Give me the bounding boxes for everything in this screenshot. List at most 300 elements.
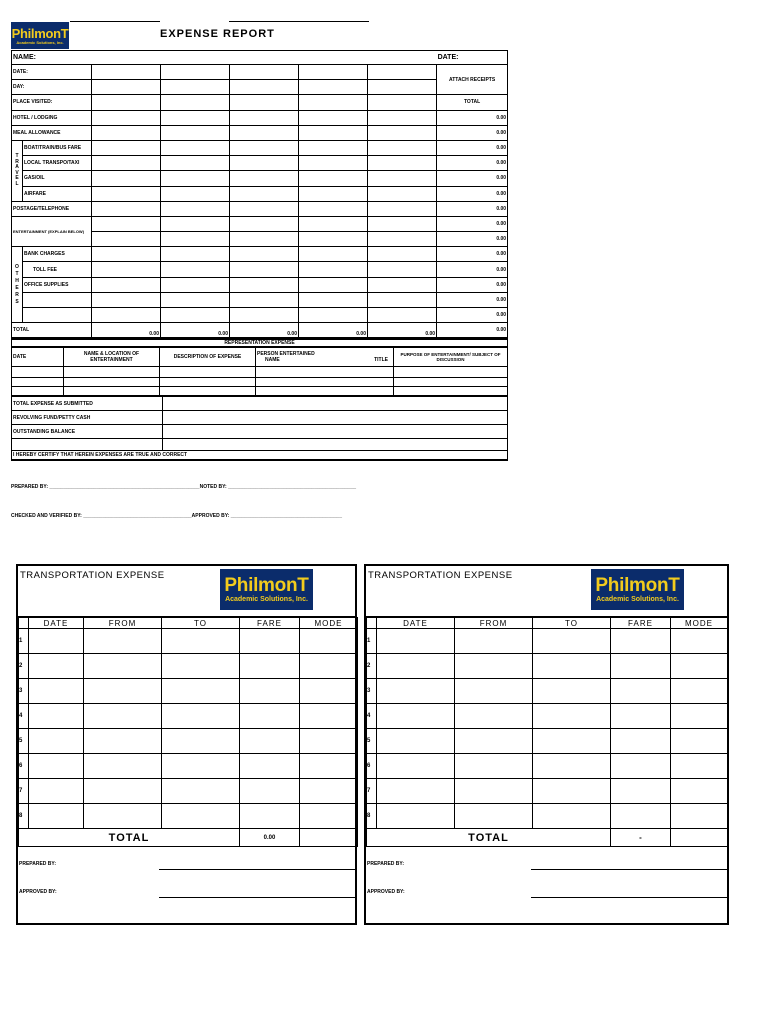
transport-cell[interactable] (377, 779, 455, 804)
cell[interactable] (161, 308, 230, 323)
company-logo (591, 569, 684, 610)
transport-cell[interactable] (533, 779, 611, 804)
travel-letter: R (15, 158, 19, 165)
transport-total-mode (671, 829, 728, 847)
row-meal-label: MEAL ALLOWANCE (12, 125, 92, 140)
transport-cell[interactable] (240, 804, 300, 829)
transport-cell[interactable] (671, 754, 728, 779)
transport-header-date: DATE (29, 618, 84, 629)
rep-cell[interactable] (394, 378, 508, 387)
transport-cell[interactable] (455, 654, 533, 679)
transport-cell[interactable] (377, 629, 455, 654)
rep-cell[interactable] (256, 387, 394, 396)
rep-cell[interactable] (256, 367, 394, 378)
transport-cell[interactable] (300, 729, 358, 754)
travel-letter: V (15, 169, 19, 176)
transport-cell[interactable] (377, 729, 455, 754)
transport-cell[interactable] (300, 629, 358, 654)
summary-cell[interactable] (12, 439, 163, 451)
transport-cell[interactable] (84, 754, 162, 779)
rep-header-name-location: NAME & LOCATION OF ENTERTAINMENT (64, 347, 160, 367)
row-number: 4 (19, 704, 29, 729)
cell[interactable] (161, 201, 230, 216)
cell[interactable] (161, 277, 230, 292)
transport-cell[interactable] (611, 629, 671, 654)
expense-grid (11, 50, 507, 461)
column-total: 0.00 (230, 323, 299, 338)
cell[interactable] (92, 247, 161, 262)
cell[interactable] (230, 277, 299, 292)
transport-cell[interactable] (300, 804, 358, 829)
transport-approved-label: APPROVED BY: (19, 889, 57, 895)
cell[interactable] (230, 171, 299, 186)
transport-cell[interactable] (84, 629, 162, 654)
cell[interactable] (368, 216, 437, 231)
transport-cell[interactable] (300, 654, 358, 679)
transport-cell[interactable] (29, 729, 84, 754)
transport-cell[interactable] (377, 654, 455, 679)
cell[interactable] (299, 292, 368, 307)
transport-header-to: TO (162, 618, 240, 629)
cell[interactable] (161, 247, 230, 262)
summary-cell[interactable] (163, 439, 508, 451)
transport-cell[interactable] (455, 729, 533, 754)
transport-cell[interactable] (29, 679, 84, 704)
approved-signature-line[interactable] (531, 897, 728, 898)
logo-wordmark: PhilmonT (11, 25, 69, 41)
company-logo (220, 569, 313, 610)
row-number: 8 (367, 804, 377, 829)
transport-header-index (19, 618, 29, 629)
transport-cell[interactable] (377, 754, 455, 779)
row-place-label: PLACE VISITED: (12, 95, 92, 110)
others-letter: R (15, 291, 19, 298)
rep-cell[interactable] (64, 367, 160, 378)
rep-cell[interactable] (12, 367, 64, 378)
cell[interactable] (299, 247, 368, 262)
transport-cell[interactable] (533, 729, 611, 754)
transport-cell[interactable] (671, 804, 728, 829)
others-letter: E (15, 284, 19, 291)
row-number: 1 (19, 629, 29, 654)
logo-wordmark: PhilmonT (595, 575, 680, 596)
transport-cell[interactable] (611, 679, 671, 704)
name-field[interactable] (12, 51, 437, 65)
transport-cell[interactable] (611, 779, 671, 804)
total-submitted-value[interactable] (163, 397, 508, 411)
rep-header-description: DESCRIPTION OF EXPENSE (160, 347, 256, 367)
transport-cell[interactable] (29, 804, 84, 829)
cell[interactable] (230, 308, 299, 323)
transport-header-fare: FARE (611, 618, 671, 629)
cell[interactable] (92, 65, 161, 80)
transport-cell[interactable] (84, 804, 162, 829)
transport-cell[interactable] (300, 704, 358, 729)
representation-table (11, 339, 508, 397)
cell[interactable] (161, 292, 230, 307)
title-rule-left (70, 21, 160, 22)
cell[interactable] (92, 232, 161, 247)
cell[interactable] (368, 171, 437, 186)
transport-cell[interactable] (162, 704, 240, 729)
others-letter: O (15, 263, 19, 270)
rep-header-person-label: PERSON ENTERTAINED (257, 351, 315, 358)
transport-cell[interactable] (84, 654, 162, 679)
cell[interactable] (230, 216, 299, 231)
transport-form-left (16, 564, 357, 925)
transport-cell[interactable] (29, 779, 84, 804)
transport-cell[interactable] (455, 754, 533, 779)
cell[interactable] (299, 65, 368, 80)
row-gas-label: GAS/OIL (23, 171, 92, 186)
row-total: 0.00 (437, 201, 508, 216)
row-total: 0.00 (437, 216, 508, 231)
cell[interactable] (161, 171, 230, 186)
grand-total: 0.00 (437, 323, 508, 338)
row-airfare-label: AIRFARE (23, 186, 92, 201)
cell[interactable] (230, 95, 299, 110)
others-letter: T (15, 270, 19, 277)
cell[interactable] (92, 292, 161, 307)
cell[interactable] (161, 65, 230, 80)
row-number: 6 (19, 754, 29, 779)
transport-cell[interactable] (377, 679, 455, 704)
rep-cell[interactable] (12, 378, 64, 387)
cell[interactable] (161, 186, 230, 201)
row-number: 4 (367, 704, 377, 729)
rep-cell[interactable] (12, 387, 64, 396)
date-field[interactable] (437, 51, 508, 65)
travel-vertical-label (12, 140, 23, 201)
row-total: 0.00 (437, 262, 508, 277)
transport-cell[interactable] (533, 679, 611, 704)
transport-cell[interactable] (611, 754, 671, 779)
cell[interactable] (368, 232, 437, 247)
cell[interactable] (161, 80, 230, 95)
cell[interactable] (368, 247, 437, 262)
transport-cell[interactable] (300, 679, 358, 704)
transport-cell[interactable] (162, 804, 240, 829)
cell[interactable] (368, 65, 437, 80)
cell[interactable] (299, 186, 368, 201)
cell[interactable] (92, 262, 161, 277)
rep-cell[interactable] (160, 387, 256, 396)
row-number: 3 (19, 679, 29, 704)
transport-header-mode: MODE (671, 618, 728, 629)
rep-cell[interactable] (256, 378, 394, 387)
row-date-label: DATE: (12, 65, 92, 80)
row-local-label: LOCAL TRANSPO/TAXI (23, 156, 92, 171)
transport-cell[interactable] (29, 754, 84, 779)
transport-cell[interactable] (671, 779, 728, 804)
row-boat-label: BOAT/TRAIN/BUS FARE (23, 140, 92, 155)
rep-header-date: DATE (12, 347, 64, 367)
transport-cell[interactable] (84, 779, 162, 804)
transport-cell[interactable] (240, 729, 300, 754)
cell[interactable] (230, 201, 299, 216)
cell[interactable] (368, 308, 437, 323)
cell[interactable] (92, 125, 161, 140)
row-office-label: OFFICE SUPPLIES (23, 277, 92, 292)
rep-header-person-title: TITLE (374, 357, 388, 364)
cell[interactable] (299, 262, 368, 277)
cell[interactable] (230, 140, 299, 155)
transport-cell[interactable] (611, 654, 671, 679)
rep-cell[interactable] (160, 378, 256, 387)
rep-header-purpose: PURPOSE OF ENTERTAINMENT/ SUBJECT OF DISCUSSION (394, 347, 508, 367)
cell[interactable] (299, 171, 368, 186)
rep-cell[interactable] (394, 367, 508, 378)
approved-signature-line[interactable] (159, 897, 356, 898)
cell[interactable] (161, 125, 230, 140)
transport-cell[interactable] (671, 704, 728, 729)
representation-title: REPRESENTATION EXPENSE (12, 339, 508, 347)
cell[interactable] (161, 110, 230, 125)
row-toll-label: TOLL FEE (23, 262, 92, 277)
cell[interactable] (368, 140, 437, 155)
cell[interactable] (368, 277, 437, 292)
row-total-label: TOTAL (12, 323, 92, 338)
transport-cell[interactable] (300, 754, 358, 779)
rep-cell[interactable] (394, 387, 508, 396)
cell[interactable] (230, 65, 299, 80)
transport-total-mode (300, 829, 358, 847)
transport-cell[interactable] (162, 779, 240, 804)
row-total: 0.00 (437, 292, 508, 307)
row-bank-label: BANK CHARGES (23, 247, 92, 262)
cell[interactable] (368, 292, 437, 307)
row-hotel-label: HOTEL / LODGING (12, 110, 92, 125)
row-entertainment-label: ENTERTAINMENT (EXPLAIN BELOW) (12, 216, 92, 246)
transport-header-fare: FARE (240, 618, 300, 629)
transport-total-label: TOTAL (367, 829, 611, 847)
row-total: 0.00 (437, 125, 508, 140)
row-total: 0.00 (437, 171, 508, 186)
transport-cell[interactable] (162, 654, 240, 679)
transport-header-to: TO (533, 618, 611, 629)
transport-cell[interactable] (240, 704, 300, 729)
transport-cell[interactable] (84, 679, 162, 704)
checked-approved-signature-line: CHECKED AND VERIFIED BY: _______________________________________APPROVED BY: ________________________________________ (11, 513, 342, 519)
transport-cell[interactable] (240, 654, 300, 679)
cell[interactable] (92, 308, 161, 323)
cell[interactable] (299, 277, 368, 292)
row-number: 7 (19, 779, 29, 804)
travel-letter: A (15, 164, 19, 171)
row-total: 0.00 (437, 156, 508, 171)
cell[interactable] (368, 95, 437, 110)
transport-header-from: FROM (84, 618, 162, 629)
cell[interactable] (299, 308, 368, 323)
transport-cell[interactable] (455, 704, 533, 729)
transport-cell[interactable] (533, 754, 611, 779)
name-label: NAME: (13, 54, 36, 61)
transport-cell[interactable] (29, 654, 84, 679)
cell[interactable] (230, 232, 299, 247)
cell[interactable] (230, 247, 299, 262)
transport-prepared-label: PREPARED BY: (19, 861, 57, 867)
cell[interactable] (230, 156, 299, 171)
transport-cell[interactable] (455, 779, 533, 804)
row-total: 0.00 (437, 277, 508, 292)
transport-header-from: FROM (455, 618, 533, 629)
row-total: 0.00 (437, 232, 508, 247)
transport-cell[interactable] (671, 654, 728, 679)
transport-table (18, 617, 358, 847)
transport-cell[interactable] (533, 704, 611, 729)
cell[interactable] (368, 125, 437, 140)
cell[interactable] (92, 80, 161, 95)
cell[interactable] (230, 110, 299, 125)
transport-cell[interactable] (84, 729, 162, 754)
rep-cell[interactable] (160, 367, 256, 378)
transport-cell[interactable] (611, 704, 671, 729)
cell[interactable] (92, 216, 161, 231)
transport-cell[interactable] (162, 629, 240, 654)
transport-cell[interactable] (455, 804, 533, 829)
rep-header-person (256, 347, 394, 367)
transport-cell[interactable] (162, 729, 240, 754)
travel-letter: L (15, 180, 19, 187)
others-letter: S (15, 298, 19, 305)
travel-letter: E (15, 175, 19, 182)
cell[interactable] (23, 292, 92, 307)
cell[interactable] (299, 216, 368, 231)
row-total: 0.00 (437, 247, 508, 262)
cell[interactable] (92, 140, 161, 155)
transport-cell[interactable] (377, 804, 455, 829)
row-postage-label: POSTAGE/TELEPHONE (12, 201, 92, 216)
total-submitted-label: TOTAL EXPENSE AS SUBMITTED (12, 397, 163, 411)
page-title: EXPENSE REPORT (160, 28, 275, 40)
transport-cell[interactable] (84, 704, 162, 729)
cell[interactable] (299, 110, 368, 125)
revolving-fund-value[interactable] (163, 411, 508, 425)
transport-cell[interactable] (611, 729, 671, 754)
transport-cell[interactable] (533, 629, 611, 654)
transport-table (366, 617, 728, 847)
row-number: 2 (367, 654, 377, 679)
transport-cell[interactable] (162, 754, 240, 779)
cell[interactable] (299, 201, 368, 216)
transport-cell[interactable] (455, 629, 533, 654)
transport-cell[interactable] (533, 654, 611, 679)
cell[interactable] (368, 110, 437, 125)
cell[interactable] (92, 156, 161, 171)
cell[interactable] (368, 186, 437, 201)
logo-subtitle: Academic Solutions, Inc. (596, 596, 679, 603)
transport-cell[interactable] (611, 804, 671, 829)
others-vertical-label (12, 247, 23, 323)
transport-cell[interactable] (240, 629, 300, 654)
cell[interactable] (92, 95, 161, 110)
cell[interactable] (230, 80, 299, 95)
row-number: 1 (367, 629, 377, 654)
title-rule-right (229, 21, 369, 22)
travel-letter: T (15, 153, 19, 160)
row-number: 7 (367, 779, 377, 804)
transport-cell[interactable] (377, 704, 455, 729)
transport-cell[interactable] (29, 704, 84, 729)
prepared-signature-line[interactable] (159, 869, 356, 870)
cell[interactable] (299, 156, 368, 171)
transport-cell[interactable] (533, 804, 611, 829)
transport-title: TRANSPORTATION EXPENSE (20, 570, 165, 581)
cell[interactable] (299, 125, 368, 140)
outstanding-balance-label: OUTSTANDING BALANCE (12, 425, 163, 439)
cell[interactable] (368, 262, 437, 277)
cell[interactable] (230, 186, 299, 201)
cell[interactable] (299, 80, 368, 95)
cell[interactable] (161, 95, 230, 110)
cell[interactable] (161, 156, 230, 171)
cell[interactable] (368, 80, 437, 95)
cell[interactable] (92, 201, 161, 216)
cell[interactable] (161, 140, 230, 155)
transport-cell[interactable] (240, 779, 300, 804)
rep-cell[interactable] (64, 387, 160, 396)
transport-title: TRANSPORTATION EXPENSE (368, 570, 513, 581)
column-total: 0.00 (368, 323, 437, 338)
summary-table (11, 396, 508, 461)
cell[interactable] (23, 308, 92, 323)
outstanding-balance-value[interactable] (163, 425, 508, 439)
others-letter: H (15, 277, 19, 284)
transport-cell[interactable] (29, 629, 84, 654)
cell[interactable] (92, 277, 161, 292)
attach-receipts: ATTACH RECEIPTS (437, 65, 508, 95)
logo-subtitle: Academic Solutions, Inc. (16, 39, 64, 45)
total-column-header: TOTAL (437, 95, 508, 110)
cell[interactable] (230, 125, 299, 140)
row-number: 6 (367, 754, 377, 779)
transport-header-mode: MODE (300, 618, 358, 629)
cell[interactable] (161, 262, 230, 277)
transport-cell[interactable] (455, 679, 533, 704)
revolving-fund-label: REVOLVING FUND/PETTY CASH (12, 411, 163, 425)
date-label: DATE: (437, 54, 459, 61)
cell[interactable] (368, 156, 437, 171)
transport-cell[interactable] (162, 679, 240, 704)
row-number: 5 (367, 729, 377, 754)
cell[interactable] (92, 110, 161, 125)
column-total: 0.00 (161, 323, 230, 338)
cell[interactable] (368, 201, 437, 216)
cell[interactable] (230, 262, 299, 277)
cell[interactable] (92, 171, 161, 186)
rep-cell[interactable] (64, 378, 160, 387)
cell[interactable] (230, 292, 299, 307)
transport-header-index (367, 618, 377, 629)
transport-cell[interactable] (671, 679, 728, 704)
logo-subtitle: Academic Solutions, Inc. (225, 596, 308, 603)
cell[interactable] (92, 186, 161, 201)
cell[interactable] (299, 95, 368, 110)
cell[interactable] (161, 216, 230, 231)
transport-cell[interactable] (300, 779, 358, 804)
cell[interactable] (299, 232, 368, 247)
row-total: 0.00 (437, 186, 508, 201)
transport-cell[interactable] (240, 754, 300, 779)
transport-cell[interactable] (240, 679, 300, 704)
cell[interactable] (299, 140, 368, 155)
row-total: 0.00 (437, 110, 508, 125)
prepared-signature-line[interactable] (531, 869, 728, 870)
cell[interactable] (161, 232, 230, 247)
transport-cell[interactable] (671, 629, 728, 654)
row-total: 0.00 (437, 140, 508, 155)
transport-cell[interactable] (671, 729, 728, 754)
